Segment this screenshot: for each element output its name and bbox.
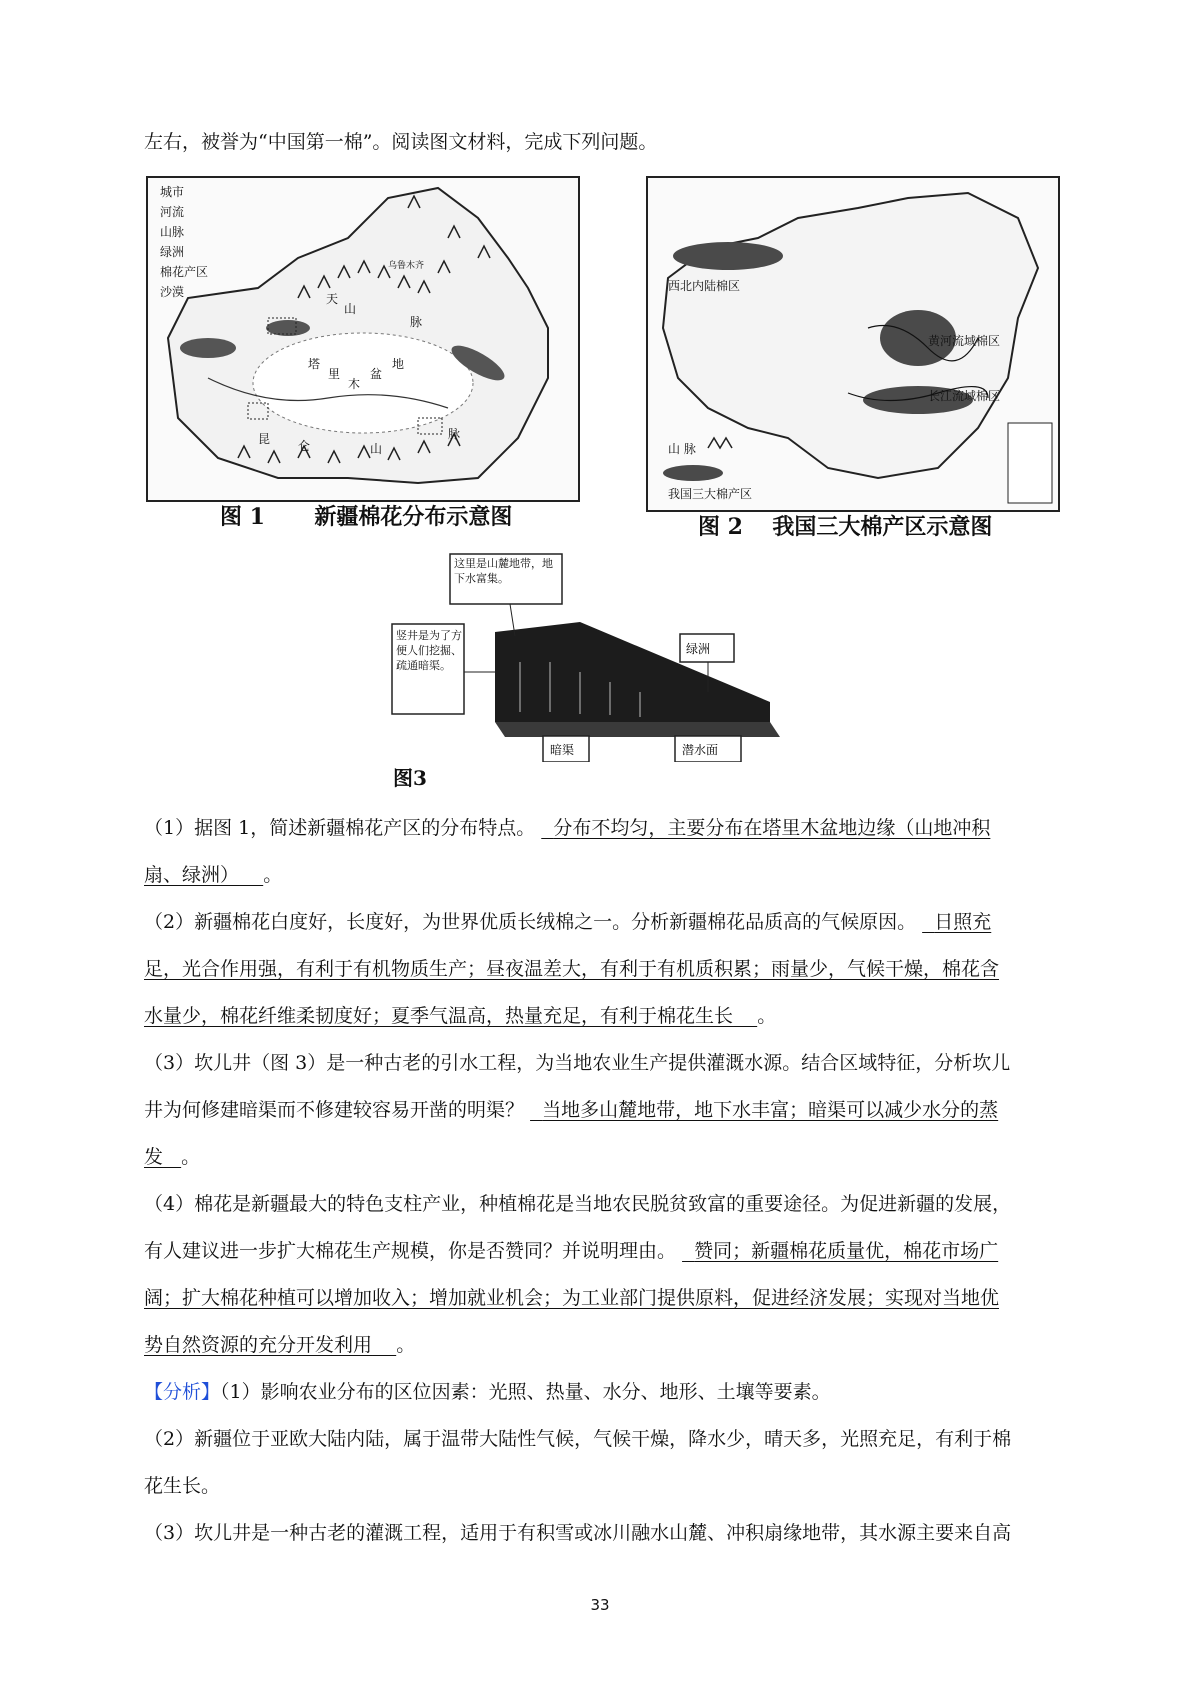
label-mai: 脉 xyxy=(410,315,423,329)
label-di: 地 xyxy=(392,357,405,371)
q2-answer-line3: 水量少，棉花纤维柔韧度好；夏季气温高，热量充足，有利于棉花生长 xyxy=(144,1005,734,1027)
figure-2-caption-number: 图 2 xyxy=(698,514,743,540)
label-shan: 山 xyxy=(344,302,357,316)
legend-river: 河流 xyxy=(160,205,185,219)
callout-water-table: 潜水面 xyxy=(682,743,719,757)
q1-end: 。 xyxy=(263,864,283,886)
legend-mountain: 山脉 xyxy=(160,225,185,239)
callout-piedmont: 这里是山麓地带，地下水富集。 xyxy=(454,557,553,585)
q4-question-line1: （4）棉花是新疆最大的特色支柱产业，种植棉花是当地农民脱贫致富的重要途径。为促进新疆的发展， xyxy=(144,1193,1012,1215)
figure-3-diagram xyxy=(390,552,790,762)
figure-3-caption: 图3 xyxy=(393,766,427,790)
intro-text: 左右，被誉为“中国第一棉”。阅读图文材料，完成下列问题。 xyxy=(144,131,658,153)
legend-city: 城市 xyxy=(160,185,185,199)
label-tian: 天 xyxy=(326,292,339,306)
q2-answer-line2: 足，光合作用强，有利于有机物质生产；昼夜温差大，有利于有机质积累；雨量少，气候干燥，棉花含 xyxy=(144,958,1000,980)
q4-question-line2: 有人建议进一步扩大棉花生产规模，你是否赞同？并说明理由。 xyxy=(144,1240,677,1262)
callout-vertical-shaft: 竖井是为了方便人们挖掘、疏通暗渠。 xyxy=(396,629,462,672)
q3-answer-line3: 发 xyxy=(144,1146,164,1168)
label-kun: 昆 xyxy=(258,432,271,446)
figure-1-caption-title: 新疆棉花分布示意图 xyxy=(314,504,513,530)
label-li: 里 xyxy=(328,367,341,381)
q2-end: 。 xyxy=(757,1005,777,1027)
figure-1-caption-number: 图 1 xyxy=(220,504,265,530)
analysis-tag: 【分析】 xyxy=(144,1381,221,1403)
region-yellow-river: 黄河流域棉区 xyxy=(928,334,1001,348)
q3-end: 。 xyxy=(181,1146,201,1168)
china-map-drawing xyxy=(648,178,1058,510)
q4-end: 。 xyxy=(396,1334,416,1356)
legend-desert: 沙漠 xyxy=(160,285,185,299)
legend-cotton-area: 棉花产区 xyxy=(160,265,209,279)
label-lun: 仑 xyxy=(298,439,311,453)
analysis-item-1: （1）影响农业分布的区位因素：光照、热量、水分、地形、土壤等要素。 xyxy=(220,1381,831,1403)
page-number: 33 xyxy=(590,1596,610,1614)
q1-answer-line1: 分布不均匀，主要分布在塔里木盆地边缘（山地冲积 xyxy=(553,817,991,839)
label-mu: 木 xyxy=(348,377,361,391)
region-northwest: 西北内陆棉区 xyxy=(668,279,741,293)
figure-2-caption-title: 我国三大棉产区示意图 xyxy=(772,514,993,540)
legend-cotton-regions: 我国三大棉产区 xyxy=(668,487,753,501)
q1-answer-line2: 扇、绿洲） xyxy=(144,864,240,886)
label-mai-2: 脉 xyxy=(448,427,461,441)
q4-answer-line3: 阔；扩大棉花种植可以增加收入；增加就业机会；为工业部门提供原料，促进经济发展；实现对当地优 xyxy=(144,1287,1000,1309)
analysis-item-2-line2: 花生长。 xyxy=(144,1475,221,1497)
xinjiang-map-drawing xyxy=(148,178,578,500)
q1-question: （1）据图 1，简述新疆棉花产区的分布特点。 xyxy=(144,817,536,839)
label-shan-2: 山 xyxy=(370,442,383,456)
q2-question: （2）新疆棉花白度好，长度好，为世界优质长绒棉之一。分析新疆棉花品质高的气候原因。 xyxy=(144,911,917,933)
label-ta: 塔 xyxy=(308,357,321,371)
q4-answer-line2: 赞同；新疆棉花质量优，棉花市场广 xyxy=(694,1240,999,1262)
q3-question-line2: 井为何修建暗渠而不修建较容易开凿的明渠？ xyxy=(144,1099,525,1121)
analysis-item-3-line1: （3）坎儿井是一种古老的灌溉工程，适用于有积雪或冰川融水山麓、冲积扇缘地带，其水源主要来自高 xyxy=(144,1522,1012,1544)
q3-question-line1: （3）坎儿井（图 3）是一种古老的引水工程，为当地农业生产提供灌溉水源。结合区域特征，分析坎儿 xyxy=(144,1052,1011,1074)
region-yangtze: 长江流域棉区 xyxy=(928,389,1001,403)
legend-mountain-2: 山 脉 xyxy=(668,442,696,456)
q2-answer-line1: 日照充 xyxy=(934,911,992,933)
q3-answer-line2: 当地多山麓地带，地下水丰富；暗渠可以减少水分的蒸 xyxy=(542,1099,999,1121)
analysis-item-2-line1: （2）新疆位于亚欧大陆内陆，属于温带大陆性气候，气候干燥，降水少，晴天多，光照充足，有利于棉 xyxy=(144,1428,1012,1450)
karez-drawing xyxy=(390,552,790,762)
figure-2-map xyxy=(646,176,1060,512)
label-urumqi: 乌鲁木齐 xyxy=(388,261,425,271)
figure-1-map xyxy=(146,176,580,502)
q4-answer-line4: 势自然资源的充分开发利用 xyxy=(144,1334,373,1356)
callout-underground-channel: 暗渠 xyxy=(550,743,575,757)
legend-oasis: 绿洲 xyxy=(160,245,185,259)
callout-oasis: 绿洲 xyxy=(686,642,711,656)
label-pen: 盆 xyxy=(370,367,383,381)
